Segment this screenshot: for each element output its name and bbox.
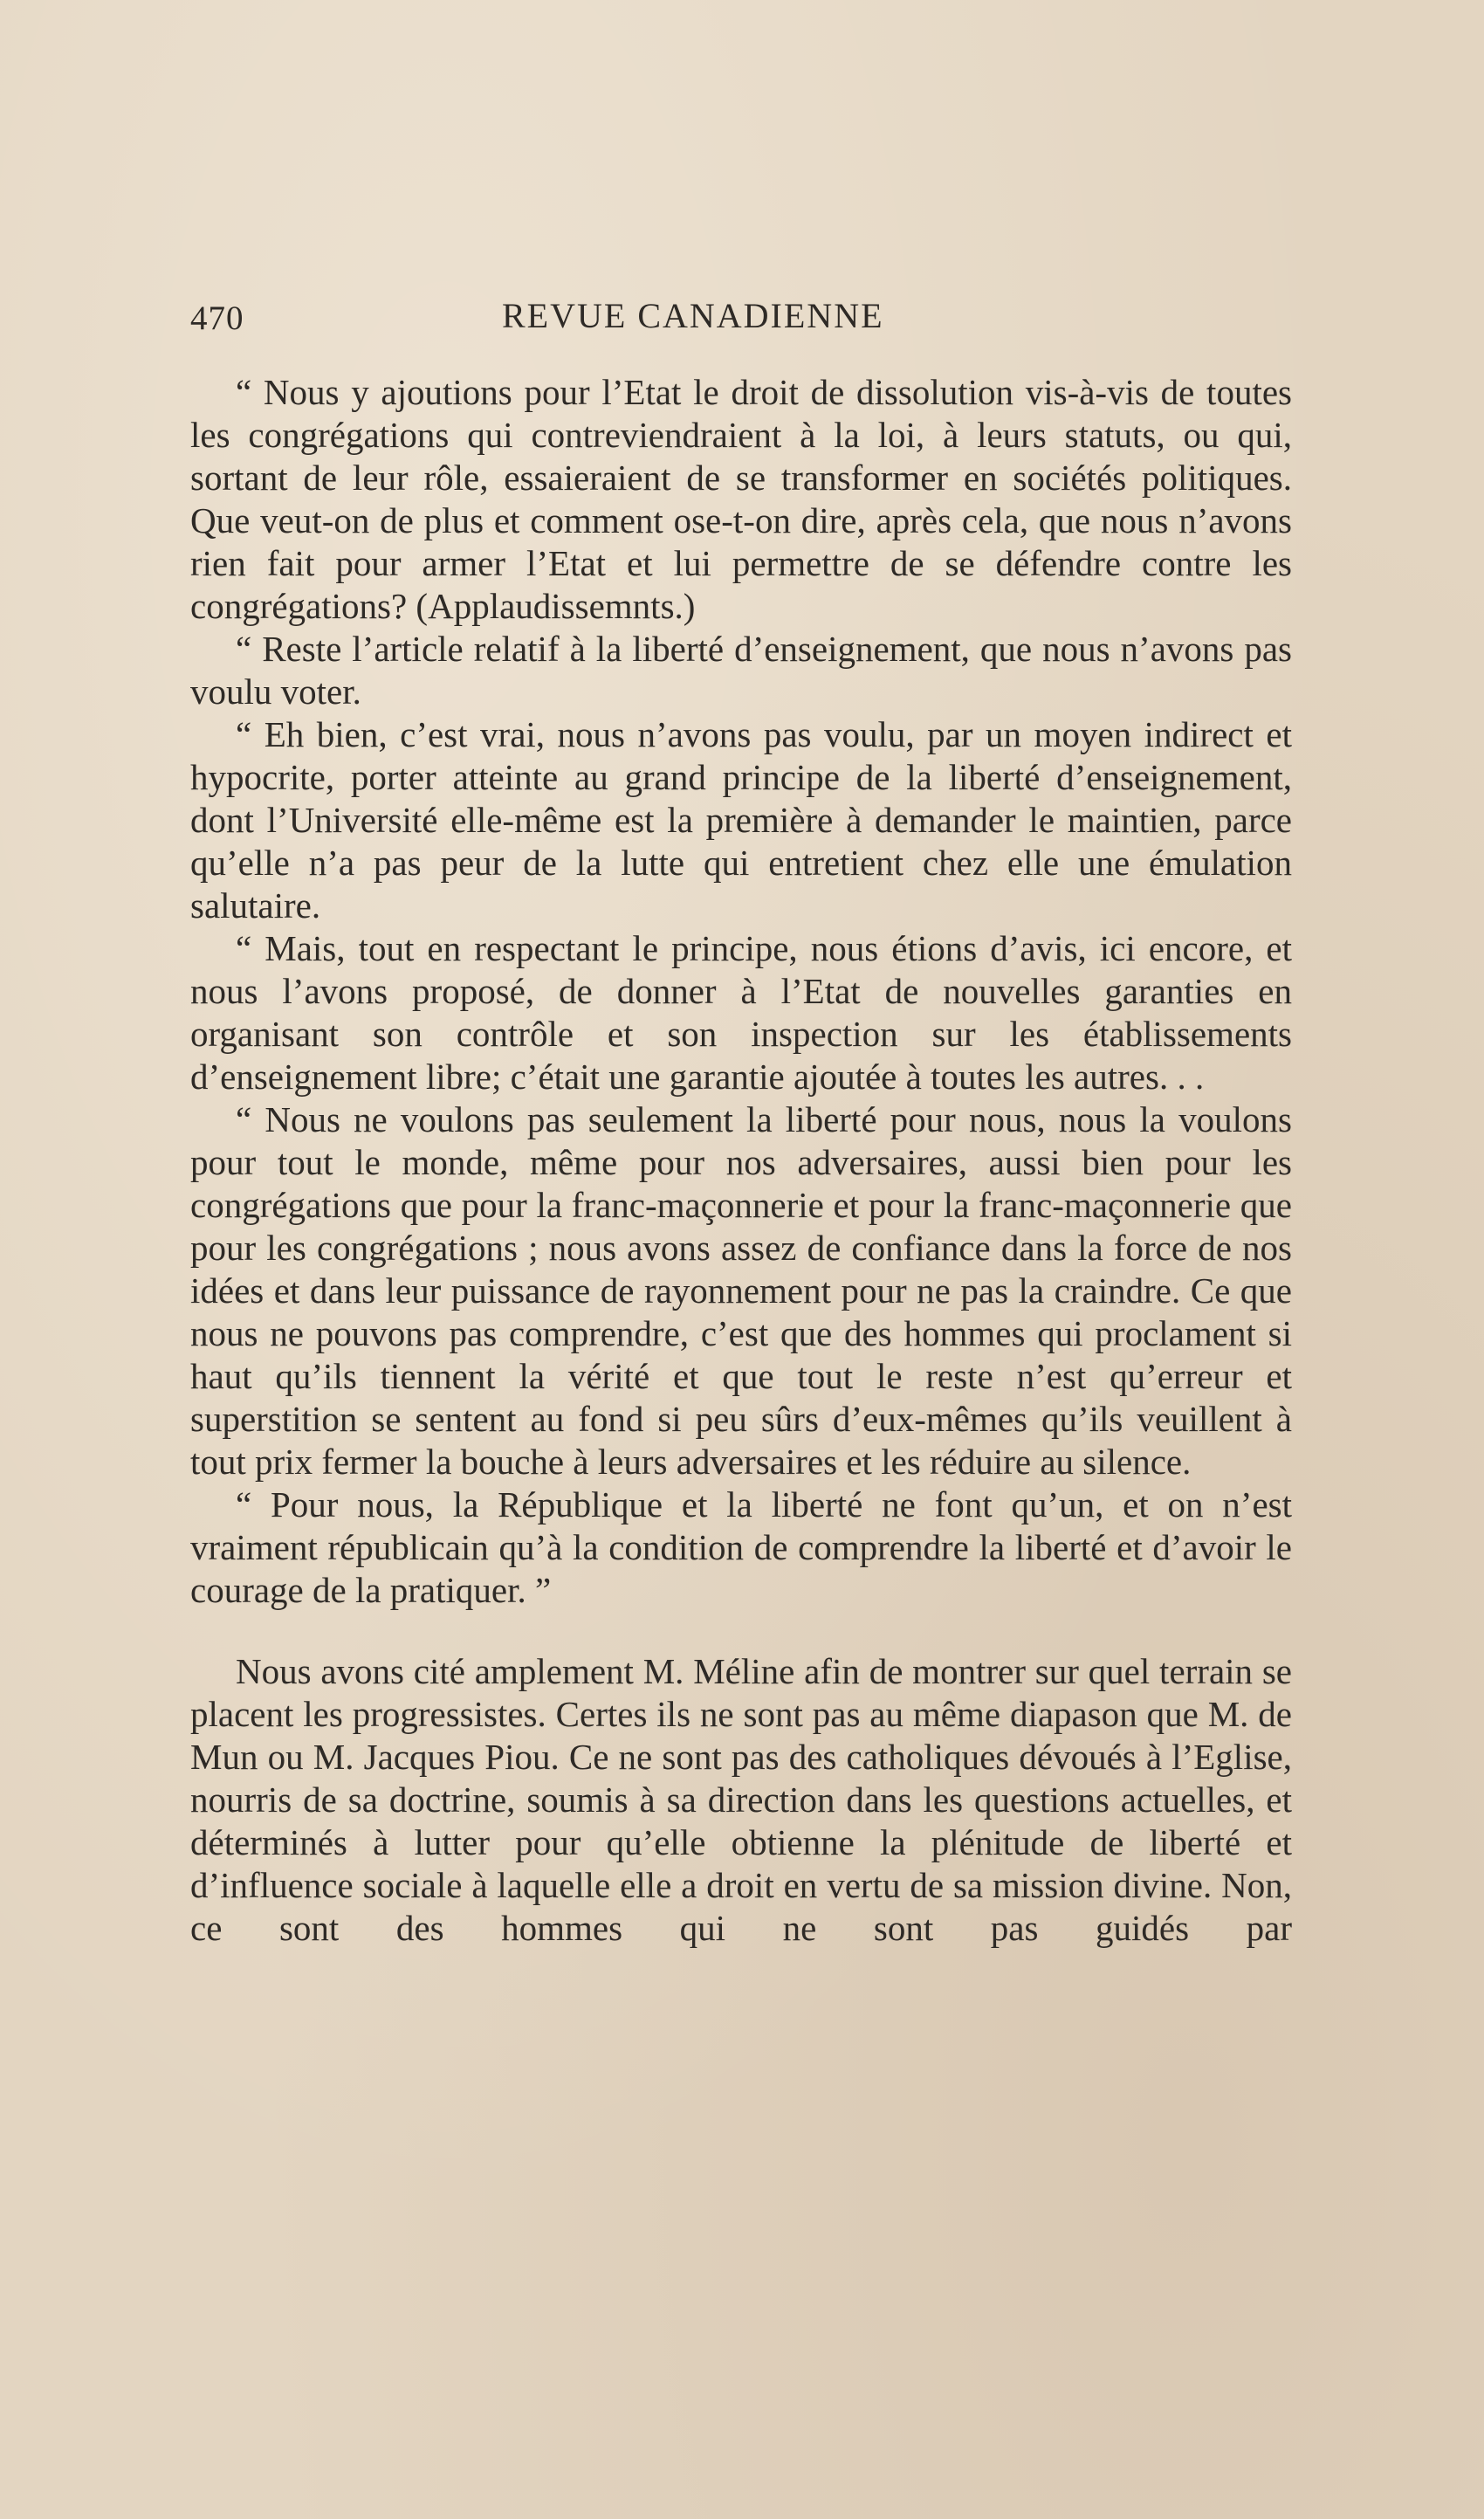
paragraph-gap (190, 1612, 1292, 1650)
quote-paragraph-republique: “ Pour nous, la République et la liberté ne font qu’un, et on n’est vraiment républicain qu’à la condition de comprendre la liberté et d’avoir le courage de la pratiquer. ” (190, 1484, 1292, 1610)
quote-paragraph-enseignement: “ Reste l’article relatif à la liberté d’enseignement, que nous n’avons pas voulu voter. (190, 629, 1292, 712)
running-head (190, 290, 1292, 342)
body-text (190, 371, 1292, 1950)
quote-paragraph-mais: “ Mais, tout en respectant le principe, nous étions d’avis, ici encore, et nous l’avons proposé, de donner à l’Etat de nouvelles garanties en organisant son contrôle et son inspection sur les établissements d’enseignement libre; c’était une garantie ajoutée à toutes les autres. . . (190, 928, 1292, 1097)
commentary-paragraph: Nous avons cité amplement M. Méline afin de montrer sur quel terrain se placent les progressistes. Certes ils ne sont pas au même diapason que M. de Mun ou M. Jacques Piou. Ce ne sont pas des catholiques dévoués à l’Eglise, nourris de sa doctrine, soumis à sa direction dans les questions actuelles, et déterminés à lutter pour qu’elle obtienne la plénitude de liberté et d’influence sociale à laquelle elle a droit en vertu de sa mission divine. Non, ce sont des hommes qui ne sont pas guidés par (190, 1651, 1292, 1948)
quote-paragraph-liberte: “ Nous ne voulons pas seulement la liberté pour nous, nous la voulons pour tout le monde, même pour nos adversaires, aussi bien pour les congrégations que pour la franc-maçonnerie et pour la franc-maçonnerie que pour les congrégations ; nous avons assez de confiance dans la force de nos idées et dans leur puissance de rayonnement pour ne pas la craindre. Ce que nous ne pouvons pas comprendre, c’est que des hommes qui proclament si haut qu’ils tiennent la vérité et que tout le reste n’est qu’erreur et superstition se sentent au fond si peu sûrs d’eux-mêmes qu’ils veuillent à tout prix fermer la bouche à leurs adversaires et les réduire au silence. (190, 1099, 1292, 1482)
quote-paragraph-dissolution: “ Nous y ajoutions pour l’Etat le droit de dissolution vis-à-vis de toutes les congrégations qui contreviendraient à la loi, à leurs statuts, ou qui, sortant de leur rôle, essaieraient de se transformer en sociétés politiques. Que veut-on de plus et comment ose-t-on dire, après cela, que nous n’avons rien fait pour armer l’Etat et lui permettre de se défendre contre les congrégations? (Applaudissemnts.) (190, 372, 1292, 626)
quote-paragraph-eh-bien: “ Eh bien, c’est vrai, nous n’avons pas voulu, par un moyen indirect et hypocrite, porter atteinte au grand principe de la liberté d’enseignement, dont l’Université elle-même est la première à demander le maintien, parce qu’elle n’a pas peur de la lutte qui entretient chez elle une émulation salutaire. (190, 714, 1292, 926)
journal-title: REVUE CANADIENNE (502, 296, 884, 335)
page-number: 470 (190, 299, 244, 337)
